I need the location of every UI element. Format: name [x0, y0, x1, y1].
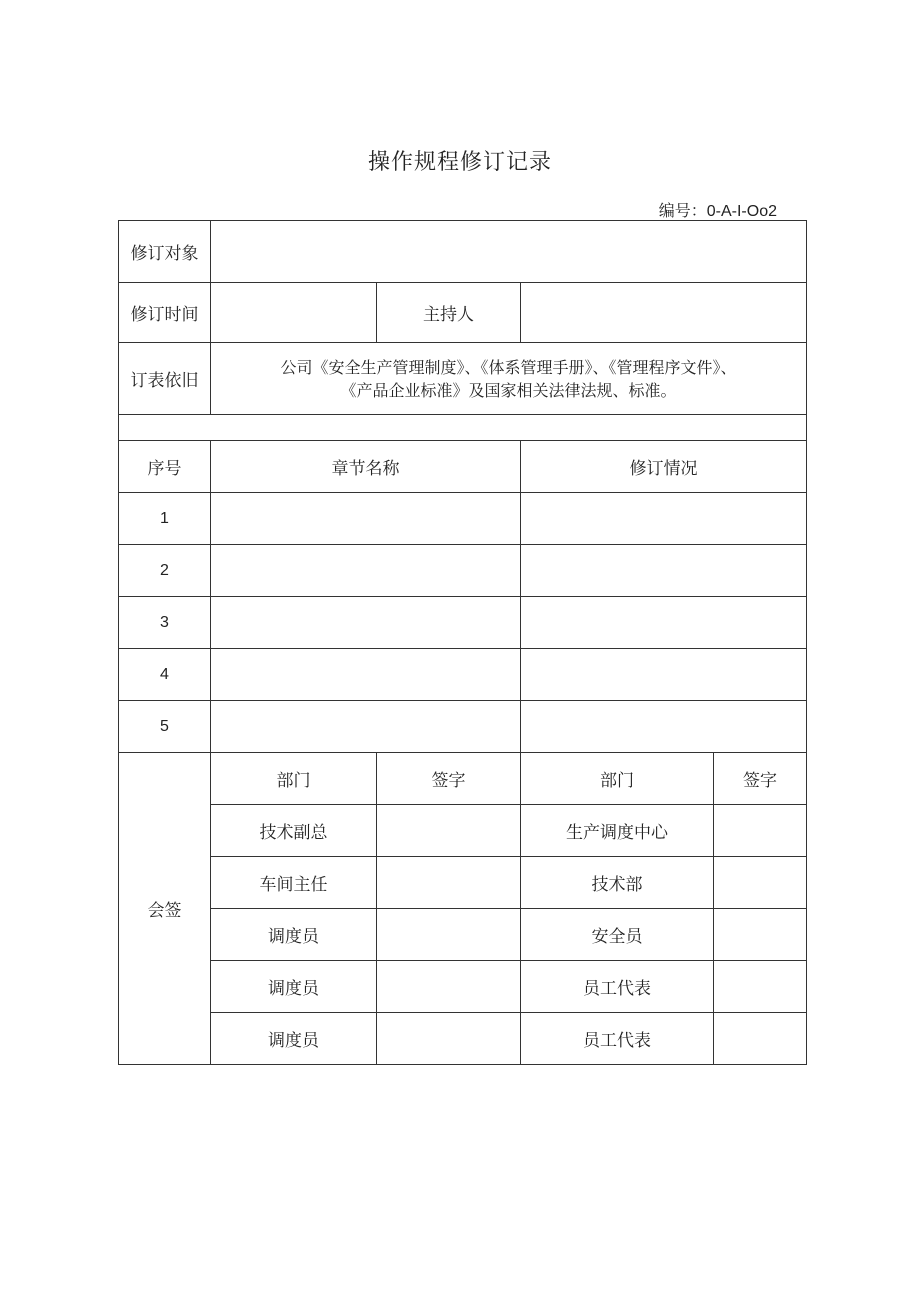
countersign-row — [119, 909, 807, 961]
object-field[interactable] — [211, 221, 807, 283]
sign-left-cell[interactable] — [377, 909, 521, 961]
status-cell[interactable] — [521, 701, 807, 753]
row-number: 5 — [119, 701, 211, 753]
table-row — [119, 597, 807, 649]
sign-left-cell[interactable] — [377, 857, 521, 909]
table-row — [119, 649, 807, 701]
spacer-row — [119, 415, 807, 441]
row-number: 4 — [119, 649, 211, 701]
dept-right-cell: 技术部 — [521, 857, 714, 909]
basis-text — [211, 343, 807, 415]
document-code — [659, 198, 777, 221]
revision-header-row — [119, 441, 807, 493]
page-title: 操作规程修订记录 — [367, 150, 552, 175]
row-number: 3 — [119, 597, 211, 649]
countersign-row — [119, 857, 807, 909]
dept-right-cell: 生产调度中心 — [521, 805, 714, 857]
dept-left-cell: 车间主任 — [211, 857, 377, 909]
chapter-cell[interactable] — [211, 493, 521, 545]
time-label: 修订时间 — [119, 283, 211, 343]
chapter-cell[interactable] — [211, 597, 521, 649]
dept-left-cell: 调度员 — [211, 909, 377, 961]
row-number: 2 — [119, 545, 211, 597]
time-field[interactable] — [211, 283, 377, 343]
column-header-dept-left: 部门 — [211, 753, 377, 805]
chapter-cell[interactable] — [211, 701, 521, 753]
host-label: 主持人 — [377, 283, 521, 343]
spacer-cell — [119, 415, 807, 441]
countersign-row — [119, 1013, 807, 1065]
dept-left-cell: 调度员 — [211, 961, 377, 1013]
object-label: 修订对象 — [119, 221, 211, 283]
countersign-row — [119, 805, 807, 857]
table-row — [119, 545, 807, 597]
sign-left-cell[interactable] — [377, 961, 521, 1013]
object-row — [119, 221, 807, 283]
countersign-header-row — [119, 753, 807, 805]
time-row — [119, 283, 807, 343]
revision-record-form — [118, 220, 807, 1065]
column-header-status: 修订情况 — [521, 441, 807, 493]
status-cell[interactable] — [521, 597, 807, 649]
chapter-cell[interactable] — [211, 649, 521, 701]
sign-right-cell[interactable] — [714, 857, 807, 909]
status-cell[interactable] — [521, 545, 807, 597]
row-number: 1 — [119, 493, 211, 545]
table-row — [119, 493, 807, 545]
dept-left-cell: 调度员 — [211, 1013, 377, 1065]
column-header-no: 序号 — [119, 441, 211, 493]
basis-line: 公司《安全生产管理制度》、《体系管理手册》、《管理程序文件》、 — [280, 357, 737, 377]
document-code-value: 0-A-I-Oo2 — [706, 203, 777, 220]
sign-left-cell[interactable] — [377, 1013, 521, 1065]
chapter-cell[interactable] — [211, 545, 521, 597]
basis-label: 订表依旧 — [119, 343, 211, 415]
countersign-label: 会签 — [119, 753, 211, 1065]
dept-right-cell: 员工代表 — [521, 961, 714, 1013]
document-code-label: 编号： — [658, 201, 707, 220]
column-header-sign-right: 签字 — [714, 753, 807, 805]
countersign-row — [119, 961, 807, 1013]
column-header-sign-left: 签字 — [377, 753, 521, 805]
basis-line: 《产品企业标准》及国家相关法律法规、标准。 — [340, 380, 677, 400]
sign-right-cell[interactable] — [714, 805, 807, 857]
sign-left-cell[interactable] — [377, 805, 521, 857]
sign-right-cell[interactable] — [714, 961, 807, 1013]
sign-right-cell[interactable] — [714, 1013, 807, 1065]
table-row — [119, 701, 807, 753]
dept-right-cell: 安全员 — [521, 909, 714, 961]
host-field[interactable] — [521, 283, 807, 343]
dept-right-cell: 员工代表 — [521, 1013, 714, 1065]
status-cell[interactable] — [521, 649, 807, 701]
sign-right-cell[interactable] — [714, 909, 807, 961]
column-header-chapter: 章节名称 — [211, 441, 521, 493]
basis-row — [119, 343, 807, 415]
column-header-dept-right: 部门 — [521, 753, 714, 805]
dept-left-cell: 技术副总 — [211, 805, 377, 857]
status-cell[interactable] — [521, 493, 807, 545]
